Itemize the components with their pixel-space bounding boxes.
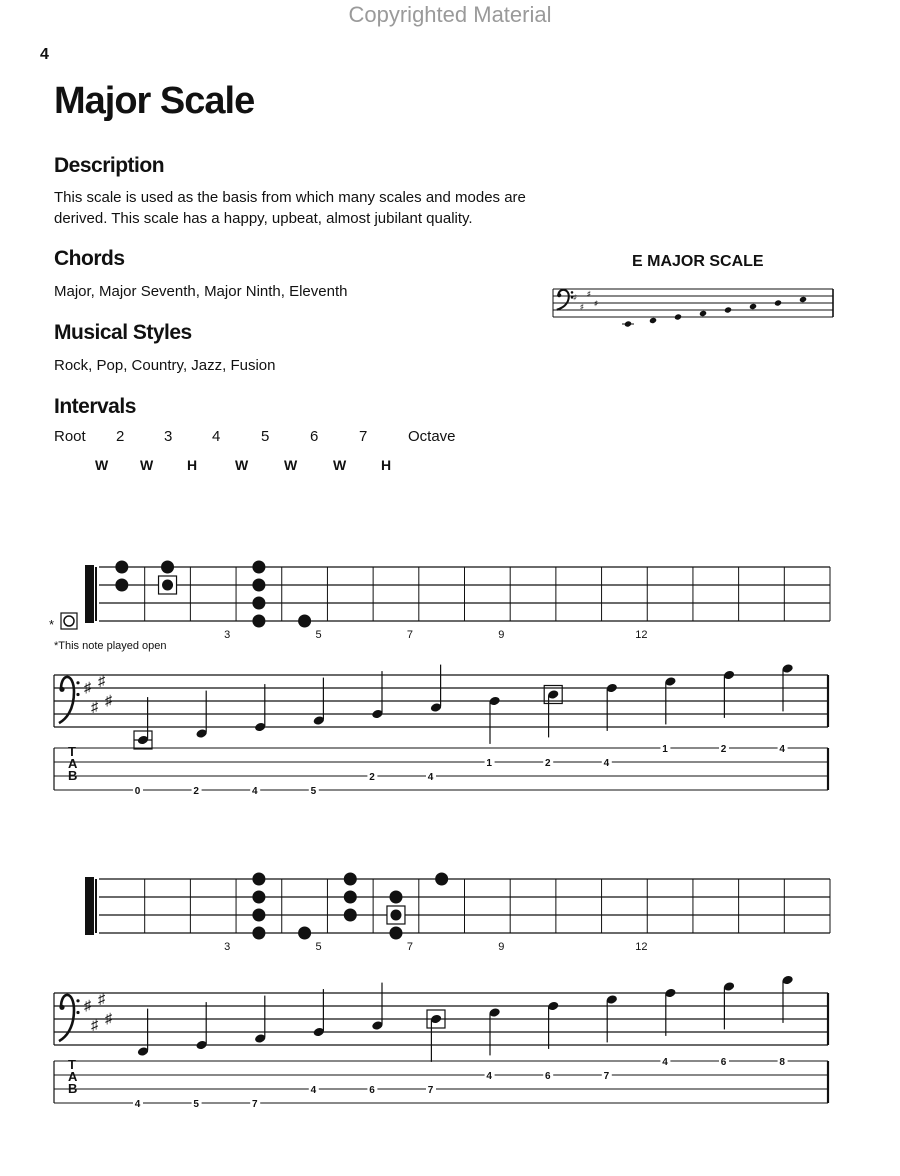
key-sharp: ♯ — [91, 1017, 99, 1034]
interval-degree: Root — [54, 428, 86, 445]
notation-staff — [54, 975, 828, 1062]
bass-clef-dot — [76, 681, 79, 684]
key-sharp: ♯ — [105, 693, 113, 709]
scale-dot — [252, 561, 265, 574]
bass-clef-curve — [557, 290, 569, 310]
tab-number: 7 — [427, 1085, 434, 1096]
bass-clef-curve — [59, 677, 74, 723]
tab-number: 4 — [134, 1099, 141, 1110]
key-sharp: ♯ — [580, 303, 584, 311]
interval-degree: 4 — [212, 428, 221, 445]
scale-dot — [115, 579, 128, 592]
fret-number: 7 — [406, 941, 413, 953]
note-head — [774, 299, 782, 306]
key-sharp: ♯ — [594, 300, 598, 308]
fret-number: 5 — [315, 629, 322, 641]
tab-number: 6 — [369, 1085, 375, 1096]
scale-dot — [252, 891, 265, 904]
note-head — [724, 306, 732, 313]
tab-number: 2 — [720, 744, 727, 755]
tab-number: 4 — [310, 1085, 317, 1096]
bass-clef — [557, 290, 573, 310]
styles-heading: Musical Styles — [54, 321, 192, 344]
tab-number: 2 — [369, 772, 375, 783]
tab-number: 4 — [779, 744, 785, 755]
interval-step: W — [95, 457, 109, 473]
interval-step: H — [187, 457, 198, 473]
bass-clef-dot — [76, 693, 79, 696]
tab-number: 6 — [545, 1071, 551, 1082]
interval-degree: 3 — [164, 428, 173, 445]
note-head — [749, 303, 757, 310]
tab-number: 2 — [193, 786, 199, 797]
key-sharp: ♯ — [98, 673, 106, 690]
fret-number: 12 — [635, 941, 648, 953]
bass-clef — [59, 995, 80, 1041]
tab-number: 5 — [310, 786, 317, 797]
interval-step: H — [381, 457, 392, 473]
tab-number: 1 — [486, 758, 492, 769]
tab-staff — [54, 1055, 828, 1109]
key-sharp: ♯ — [587, 291, 591, 299]
tab-clef-letter: T — [68, 744, 76, 759]
tab-number: 6 — [720, 1057, 727, 1068]
note-head — [699, 310, 707, 317]
scale-dot — [252, 597, 265, 610]
scale-dot — [252, 579, 265, 592]
bass-clef-curve — [59, 995, 74, 1041]
scale-dot — [298, 927, 311, 940]
bass-clef-head — [557, 293, 561, 297]
fret-number: 5 — [315, 941, 322, 953]
fret-number: 9 — [498, 629, 505, 641]
tab-number: 0 — [134, 786, 141, 797]
fret-number: 3 — [224, 629, 231, 641]
interval-step: W — [333, 457, 347, 473]
bass-clef-dot — [571, 291, 574, 294]
tab-number: 4 — [486, 1071, 492, 1082]
intervals-heading: Intervals — [54, 395, 136, 418]
scale-dot — [252, 615, 265, 628]
scale-dot — [344, 891, 357, 904]
tab-number: 2 — [545, 758, 551, 769]
watermark: Copyrighted Material — [348, 2, 552, 27]
scale-dot — [252, 909, 265, 922]
fretboard-nut — [85, 877, 94, 935]
note-head — [649, 317, 657, 324]
fretboard-diagram — [85, 873, 830, 940]
tab-clef-letter: A — [68, 1069, 78, 1084]
page-title: Major Scale — [54, 80, 255, 122]
tab-clef-letter: B — [68, 1081, 78, 1096]
footnote: *This note played open — [54, 640, 167, 652]
interval-degree: 7 — [359, 428, 368, 445]
interval-degree: Octave — [408, 428, 456, 445]
note-head — [674, 313, 682, 320]
fretboard-diagram — [61, 561, 830, 630]
fretboard-nut — [85, 565, 94, 623]
tab-number: 4 — [662, 1057, 668, 1068]
bass-clef-dot — [76, 1011, 79, 1014]
fret-number: 9 — [498, 941, 505, 953]
example-heading: E MAJOR SCALE — [632, 253, 764, 270]
bass-clef — [59, 677, 80, 723]
scale-dot — [389, 927, 402, 940]
tab-number: 4 — [252, 786, 258, 797]
tab-clef-letter: T — [68, 1057, 76, 1072]
key-sharp: ♯ — [98, 991, 106, 1008]
tab-number: 4 — [427, 772, 434, 783]
tab-number: 8 — [779, 1057, 785, 1068]
bass-clef-dot — [76, 999, 79, 1002]
note-head — [799, 296, 807, 303]
scale-dot — [435, 873, 448, 886]
interval-degree: 6 — [310, 428, 319, 445]
chords-text: Major, Major Seventh, Major Ninth, Eleventh — [54, 283, 348, 300]
tab-staff — [54, 742, 828, 796]
scale-dot — [298, 615, 311, 628]
scale-dot — [389, 891, 402, 904]
chords-heading: Chords — [54, 247, 125, 270]
interval-degree: 2 — [116, 428, 125, 445]
key-sharp: ♯ — [84, 680, 92, 696]
description-line-1: This scale is used as the basis from which many scales and modes are — [54, 189, 526, 206]
tab-number: 5 — [193, 1099, 199, 1110]
tab-number: 7 — [252, 1099, 258, 1110]
bass-clef-head — [59, 687, 64, 692]
scale-dot-root — [390, 910, 401, 921]
notation-staff — [54, 663, 828, 749]
tab-number: 4 — [603, 758, 610, 769]
tab-number: 7 — [603, 1071, 610, 1082]
key-sharp: ♯ — [84, 998, 92, 1014]
interval-degree: 5 — [261, 428, 270, 445]
interval-step: W — [140, 457, 154, 473]
scale-dot — [115, 561, 128, 574]
interval-step: W — [235, 457, 249, 473]
scale-dot — [161, 561, 174, 574]
e-major-example — [553, 289, 833, 328]
page-number: 4 — [40, 46, 49, 63]
bass-clef-head — [59, 1005, 64, 1010]
fret-number: 3 — [224, 941, 231, 953]
description-heading: Description — [54, 154, 165, 177]
scale-dot — [252, 927, 265, 940]
tab-clef-letter: A — [68, 756, 78, 771]
scale-dot — [344, 873, 357, 886]
scale-dot — [252, 873, 265, 886]
key-sharp: ♯ — [105, 1011, 113, 1027]
tab-clef-letter: B — [68, 768, 78, 783]
scale-dot-root — [162, 580, 173, 591]
description-line-2: derived. This scale has a happy, upbeat, almost jubilant quality. — [54, 210, 473, 227]
styles-text: Rock, Pop, Country, Jazz, Fusion — [54, 357, 276, 374]
tab-number: 1 — [662, 744, 668, 755]
open-marker: * — [49, 617, 55, 632]
fret-number: 12 — [635, 629, 648, 641]
fret-number: 7 — [406, 629, 413, 641]
interval-step: W — [284, 457, 298, 473]
key-sharp: ♯ — [573, 294, 577, 302]
key-sharp: ♯ — [91, 699, 99, 716]
scale-dot — [344, 909, 357, 922]
